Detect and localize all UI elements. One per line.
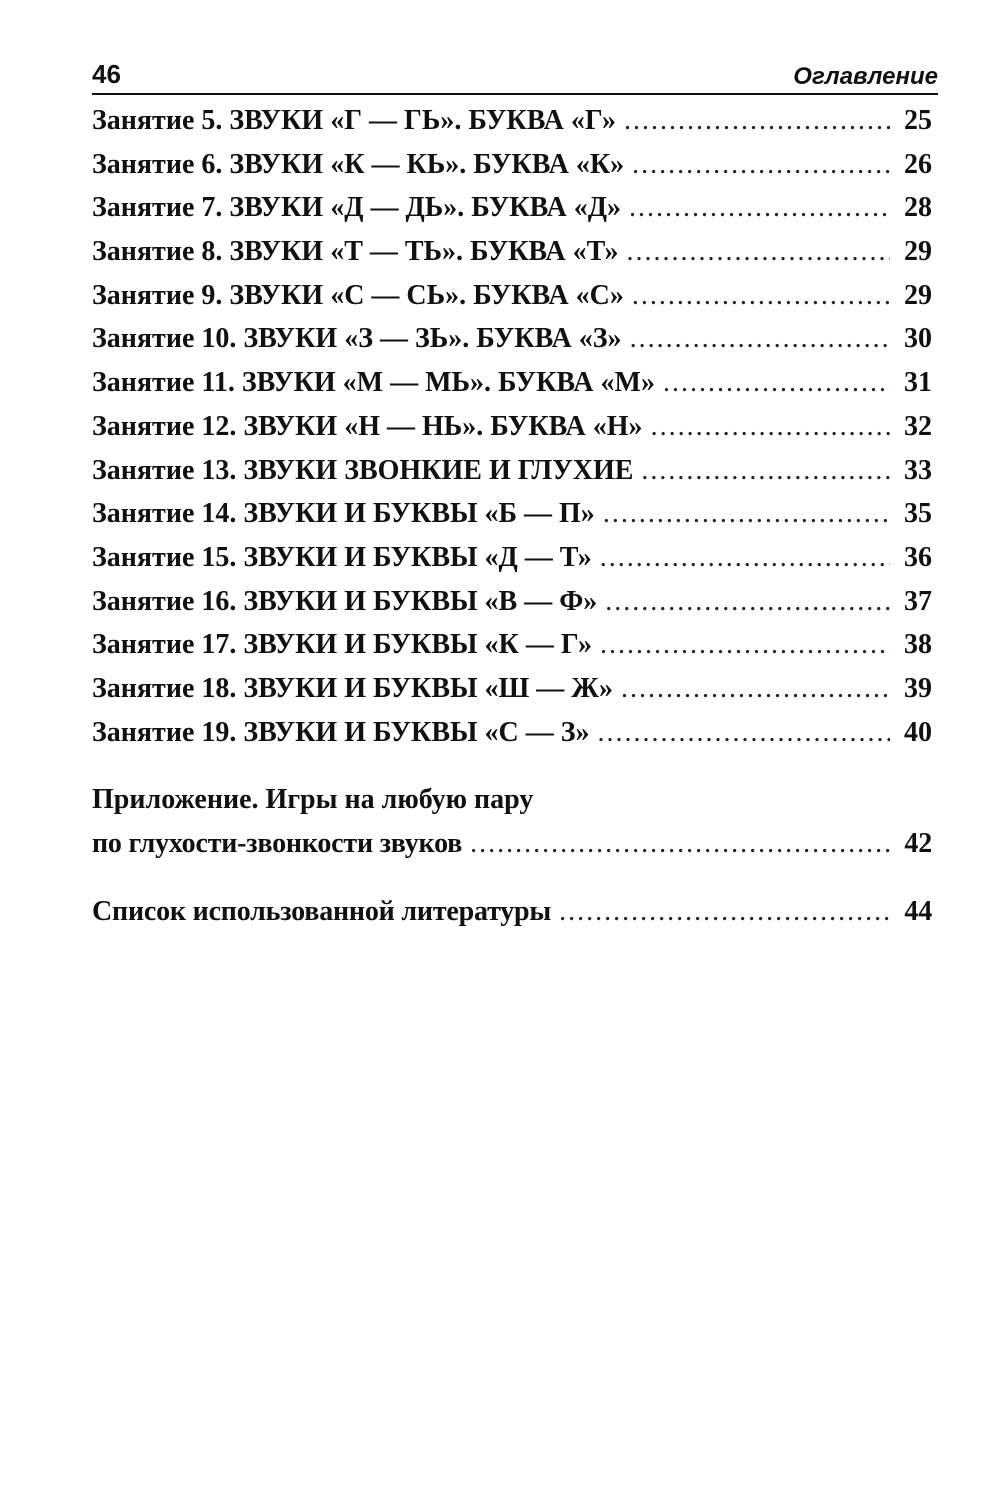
toc-entry[interactable]	[92, 367, 932, 411]
toc-entry[interactable]	[92, 280, 932, 324]
toc-entry-title: Занятие 15. ЗВУКИ И БУКВЫ «Д — Т»	[92, 541, 592, 573]
toc-entry-page: 38	[904, 629, 932, 661]
toc-entry-page: 25	[904, 105, 932, 136]
appendix-entry[interactable]	[92, 784, 932, 871]
toc-entry-title: Занятие 7. ЗВУКИ «Д — ДЬ». БУКВА «Д»	[92, 192, 622, 224]
appendix-title-line-2-row	[92, 828, 932, 872]
page-header	[92, 55, 938, 95]
toc-entry-page: 29	[904, 279, 932, 311]
toc-entry[interactable]	[92, 586, 932, 630]
running-title: Оглавление	[793, 63, 938, 90]
appendix-title-line-2: по глухости-звонкости звуков	[92, 828, 463, 859]
toc-entry-title: Занятие 11. ЗВУКИ «М — МЬ». БУКВА «М»	[92, 367, 655, 399]
toc-entry-page: 35	[904, 498, 932, 530]
toc-entry-page: 31	[904, 367, 932, 399]
toc-entry-title: Занятие 17. ЗВУКИ И БУКВЫ «К — Г»	[92, 629, 592, 661]
dot-leader	[470, 828, 890, 860]
toc-entry[interactable]	[92, 192, 932, 236]
dot-leader	[629, 192, 890, 224]
toc-entry-title: Занятие 8. ЗВУКИ «Т — ТЬ». БУКВА «Т»	[92, 236, 619, 268]
bibliography-page: 44	[904, 895, 932, 927]
dot-leader	[621, 673, 890, 705]
toc-entry-title: Занятие 19. ЗВУКИ И БУКВЫ «С — З»	[92, 716, 590, 748]
dot-leader	[630, 323, 890, 355]
toc-entry-page: 26	[904, 148, 932, 180]
dot-leader	[603, 498, 890, 530]
toc-entry-title: Занятие 6. ЗВУКИ «К — КЬ». БУКВА «К»	[92, 148, 625, 180]
toc-entry-page: 29	[904, 236, 932, 268]
toc-entry-page: 39	[904, 672, 932, 704]
toc-entry-page: 28	[904, 192, 932, 224]
dot-leader	[598, 717, 890, 749]
dot-leader	[605, 586, 890, 618]
toc-entry-title: Занятие 10. ЗВУКИ «З — ЗЬ». БУКВА «З»	[92, 323, 622, 355]
toc-entry-title: Занятие 9. ЗВУКИ «С — СЬ». БУКВА «С»	[92, 279, 624, 311]
toc-entry-title: Занятие 13. ЗВУКИ ЗВОНКИЕ И ГЛУХИЕ	[92, 454, 634, 486]
dot-leader	[624, 105, 890, 137]
toc-entry-page: 37	[904, 585, 932, 617]
dot-leader	[600, 629, 890, 661]
toc-entry[interactable]	[92, 105, 932, 149]
toc-entry-page: 32	[904, 410, 932, 442]
toc-entry[interactable]	[92, 323, 932, 367]
appendix-title-line-1: Приложение. Игры на любую пару	[92, 784, 534, 816]
toc-entry-page: 36	[904, 541, 932, 573]
table-of-contents	[92, 105, 932, 939]
toc-entry-title: Занятие 16. ЗВУКИ И БУКВЫ «В — Ф»	[92, 585, 598, 617]
toc-entry[interactable]	[92, 673, 932, 717]
dot-leader	[663, 367, 890, 399]
appendix-page: 42	[904, 828, 932, 859]
toc-entry-title: Занятие 12. ЗВУКИ «Н — НЬ». БУКВА «Н»	[92, 410, 643, 442]
toc-entry-page: 40	[904, 716, 932, 748]
dot-leader	[627, 236, 890, 268]
bibliography-title: Список использованной литературы	[92, 895, 552, 927]
dot-leader	[641, 455, 890, 487]
dot-leader	[651, 411, 890, 443]
toc-entry[interactable]	[92, 498, 932, 542]
dot-leader	[559, 896, 890, 928]
toc-entry[interactable]	[92, 236, 932, 280]
toc-entry[interactable]	[92, 411, 932, 455]
bibliography-entry[interactable]	[92, 896, 932, 940]
page	[92, 55, 938, 939]
toc-entry-page: 30	[904, 323, 932, 355]
dot-leader	[600, 542, 890, 574]
toc-entry[interactable]	[92, 455, 932, 499]
toc-entry-title: Занятие 14. ЗВУКИ И БУКВЫ «Б — П»	[92, 498, 595, 530]
toc-entry-title: Занятие 18. ЗВУКИ И БУКВЫ «Ш — Ж»	[92, 672, 613, 704]
toc-entry-title: Занятие 5. ЗВУКИ «Г — ГЬ». БУКВА «Г»	[92, 105, 616, 136]
toc-entry[interactable]	[92, 542, 932, 586]
dot-leader	[632, 280, 890, 312]
toc-entry-page: 33	[904, 454, 932, 486]
dot-leader	[632, 149, 890, 181]
toc-entry[interactable]	[92, 629, 932, 673]
toc-entry[interactable]	[92, 717, 932, 761]
toc-entry[interactable]	[92, 149, 932, 193]
page-number: 46	[92, 59, 121, 89]
